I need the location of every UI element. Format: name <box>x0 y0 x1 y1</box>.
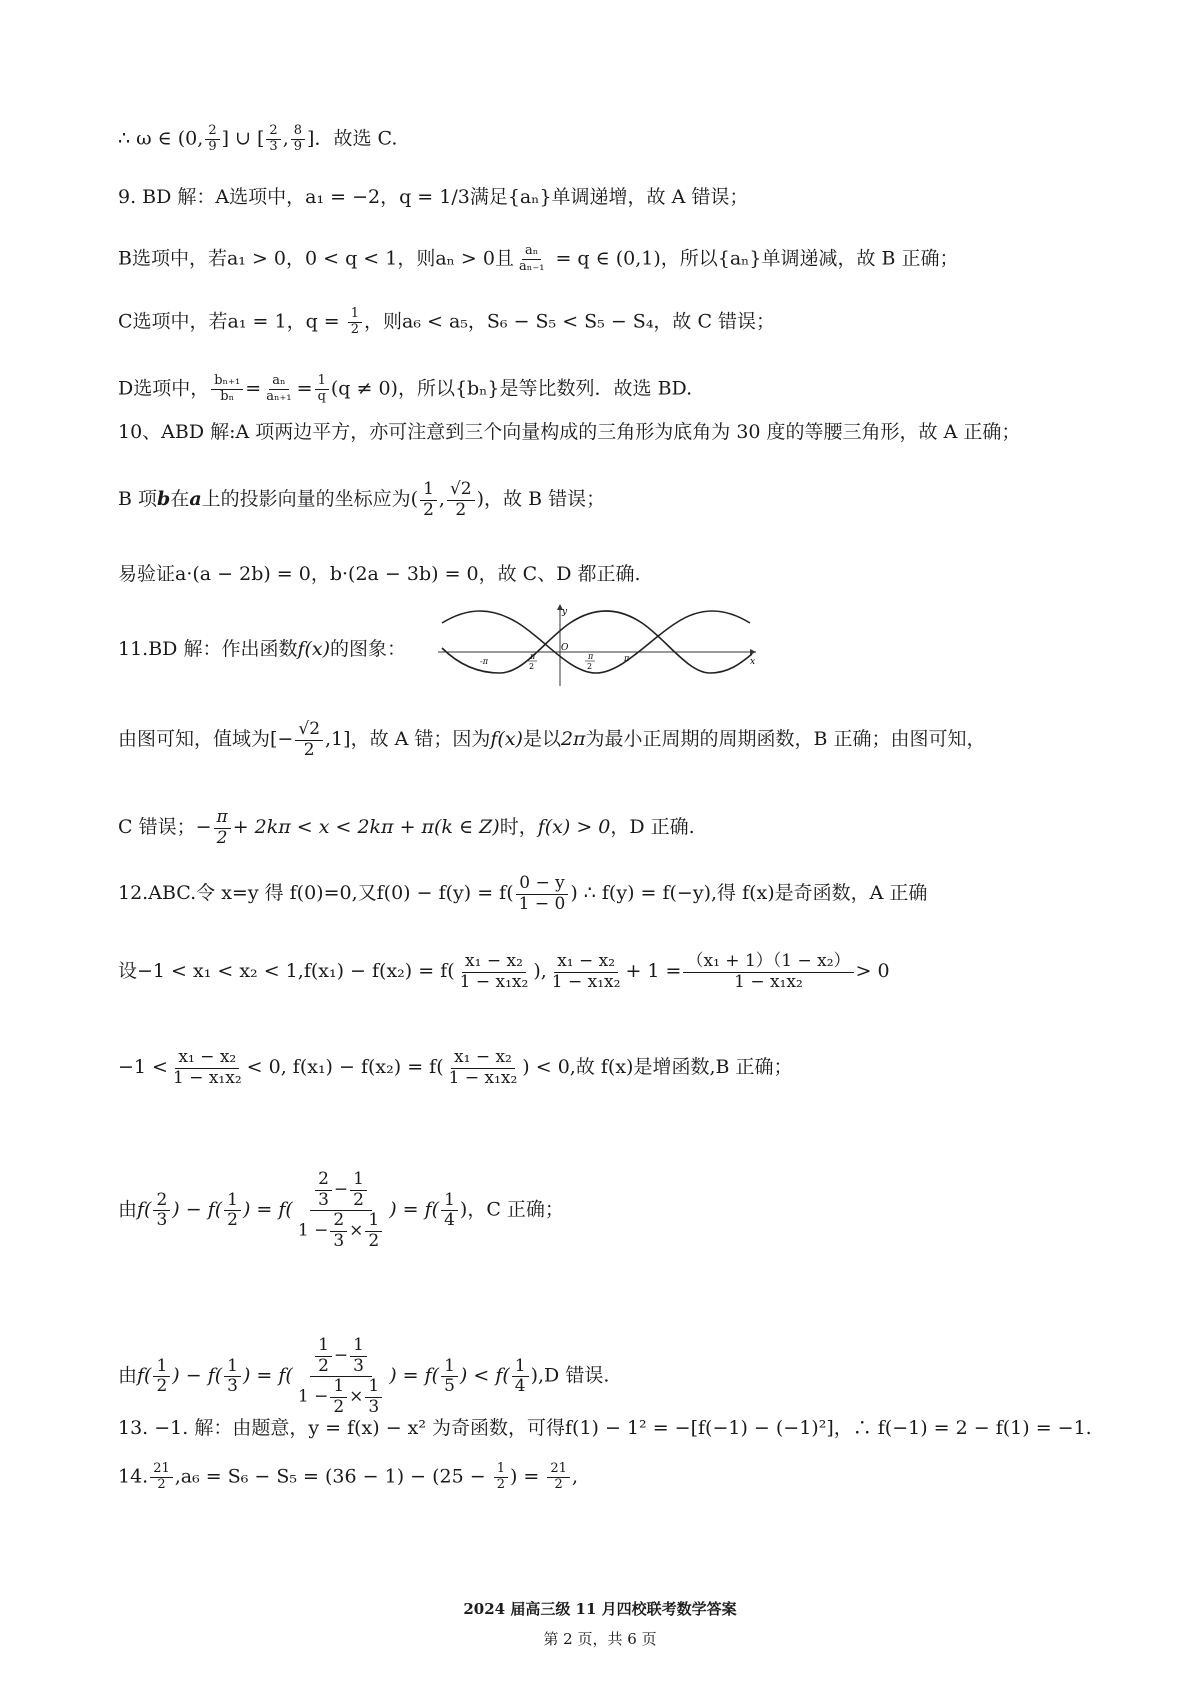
numerator: x₁ − x₂ <box>462 952 526 973</box>
line-q12-b <box>118 952 890 992</box>
line-q12-e <box>118 1336 609 1417</box>
compound-numerator <box>310 1170 372 1211</box>
denominator: 2 <box>318 1355 329 1376</box>
fraction <box>350 1170 367 1210</box>
text-segment: ，D 正确. <box>610 816 695 839</box>
denominator: 1 − x₁x₂ <box>459 971 529 992</box>
line-q12-c <box>118 1048 793 1088</box>
fraction <box>457 952 532 992</box>
numerator: 1 <box>330 1377 347 1398</box>
x-label: x <box>750 657 756 667</box>
text-segment: 得 f(x)是奇函数，A 正确 <box>717 882 928 905</box>
numerator: 8 <box>291 124 305 140</box>
numerator: 1 <box>420 480 437 501</box>
numerator: aₙ <box>269 374 288 390</box>
line-q9-c <box>118 307 775 338</box>
text-segment: 2π <box>560 728 586 751</box>
numerator: π <box>214 808 231 829</box>
text-segment: 为最小正周期的周期函数，B 正确；由图可知， <box>585 728 986 751</box>
numerator: 1 <box>365 1211 382 1232</box>
numerator: 1 <box>365 1377 382 1398</box>
text-segment: 1 − <box>297 1386 329 1407</box>
fraction <box>350 1336 367 1376</box>
text-segment: = q ∈ (0,1)，所以{aₙ}单调递减，故 B 正确； <box>549 247 959 270</box>
fraction <box>263 374 294 405</box>
numerator: 21 <box>547 1462 570 1478</box>
text-segment: 设−1 < x₁ < x₂ < 1, <box>118 960 304 983</box>
fraction <box>315 374 329 405</box>
numerator: 2 <box>205 124 219 140</box>
y-label: y <box>562 607 568 617</box>
denominator: 2 <box>350 321 360 337</box>
denominator: 2 <box>157 1476 166 1492</box>
denominator: 1 − x₁x₂ <box>448 1067 518 1088</box>
text-segment: f( <box>137 1198 152 1221</box>
fraction <box>365 1377 382 1417</box>
text-segment: ) < 0, <box>522 1056 576 1079</box>
numerator: bₙ₊₁ <box>211 374 243 390</box>
numerator: 1 <box>441 1357 458 1378</box>
numerator: √2 <box>447 480 475 501</box>
text-segment: − <box>333 1179 349 1200</box>
line-q11-c <box>118 808 695 848</box>
text-segment: ) < f( <box>459 1364 510 1387</box>
text-segment: f(x₁) − f(x₂) = f( <box>303 960 455 983</box>
text-segment: ,a₆ = S₆ − S₅ = (36 − 1) − (25 − <box>174 1465 492 1488</box>
fraction <box>224 1357 241 1397</box>
fraction <box>516 874 569 914</box>
text-segment: f(x) > 0 <box>537 816 611 839</box>
fraction <box>441 1191 458 1231</box>
text-segment: B选项中，若a₁ > 0，0 < q < 1，则aₙ > 0且 <box>118 247 514 270</box>
text-segment: 14. <box>118 1465 149 1488</box>
text-segment: [− <box>270 728 294 751</box>
text-segment: D选项中， <box>118 377 210 400</box>
denominator: 4 <box>514 1376 526 1397</box>
numerator: 1 <box>512 1357 529 1378</box>
fraction <box>214 808 231 848</box>
line-q9-b <box>118 244 959 275</box>
vector-a: a <box>189 488 202 511</box>
text-segment: ) = f( <box>242 1364 293 1387</box>
denominator: 2 <box>496 1476 505 1492</box>
numerator: 1 <box>494 1462 508 1478</box>
compound-denominator <box>295 1377 387 1417</box>
text-segment: = <box>245 377 262 400</box>
denominator: 2 <box>216 827 228 848</box>
denominator: 3 <box>368 1396 380 1417</box>
numerator: 2 <box>330 1211 347 1232</box>
text-segment: ) − f( <box>172 1198 223 1221</box>
text-segment: B 项 <box>118 488 158 511</box>
footer-title: 2024 届高三级 11 月四校联考数学答案 <box>463 1600 737 1618</box>
text-segment: 由 <box>118 1198 138 1221</box>
text-segment: ] ∪ [ <box>221 127 265 150</box>
text-segment: 11.BD 解：作出函数 <box>118 638 298 660</box>
fraction <box>291 124 305 155</box>
denominator: 2 <box>554 1476 563 1492</box>
numerator: 1 <box>315 374 329 390</box>
text-segment: , <box>571 1465 578 1488</box>
text-segment: 在 <box>170 488 190 511</box>
numerator: 1 <box>315 1336 332 1357</box>
fraction <box>295 720 323 760</box>
denominator: 3 <box>333 1230 345 1251</box>
fraction <box>153 1357 170 1397</box>
text-segment: ) ∴ f(y) = f(−y), <box>570 882 718 905</box>
text-segment: 上的投影向量的坐标应为 <box>201 488 411 511</box>
text-segment: 的图象： <box>330 638 407 660</box>
denominator: 2 <box>333 1396 345 1417</box>
denominator: 3 <box>156 1210 168 1231</box>
line-q10-c: 易验证a·(a − 2b) = 0，b·(2a − 3b) = 0，故 C、D 都正确. <box>118 563 641 585</box>
denominator: 1 − x₁x₂ <box>551 971 621 992</box>
tick-pi-half-num: π <box>588 652 594 661</box>
numerator: 1 <box>350 1170 367 1191</box>
fraction <box>205 124 219 155</box>
numerator: 2 <box>266 124 280 140</box>
compound-fraction <box>295 1336 387 1417</box>
fraction <box>150 1462 173 1493</box>
curve-b <box>442 611 752 673</box>
denominator: 1 − x₁x₂ <box>734 971 803 992</box>
text-segment: − <box>195 816 212 839</box>
vector-b: b <box>157 488 171 511</box>
fraction <box>447 480 475 520</box>
fraction <box>330 1377 347 1417</box>
text-segment: ]．故选 C. <box>307 127 398 150</box>
denominator: 5 <box>444 1376 455 1397</box>
line-q11-b <box>118 720 986 760</box>
text-segment: f(x) <box>297 638 331 660</box>
text-segment: − <box>333 1345 349 1366</box>
fraction <box>315 1336 332 1376</box>
line-q13: 13. −1. 解：由题意，y = f(x) − x² 为奇函数，可得f(1) − 1² = −[f(−1) − (−1)²]，∴ f(−1) = 2 − f(1) = −1. <box>118 1417 1092 1439</box>
text-segment: , <box>438 488 445 511</box>
text-segment: ) = f( <box>389 1364 440 1387</box>
text-segment: 时， <box>499 816 538 839</box>
text-segment: ,D 错误. <box>538 1364 610 1387</box>
denominator: aₙ₋₁ <box>518 258 545 274</box>
line-q12-d <box>118 1170 564 1251</box>
numerator: x₁ − x₂ <box>451 1048 515 1069</box>
text-segment: 故 f(x)是增函数,B 正确； <box>575 1056 793 1079</box>
line-q10: 10、ABD 解:A 项两边平方，亦可注意到三个向量构成的三角形为底角为 30 度的等腰三角形，故 A 正确； <box>118 421 1021 443</box>
line-q9-d <box>118 374 692 405</box>
fraction <box>315 1170 332 1210</box>
numerator: 0 − y <box>516 874 567 895</box>
text-segment: < 0, f(x₁) − f(x₂) = f( <box>246 1056 444 1079</box>
line-q12 <box>118 874 927 914</box>
numerator: 2 <box>153 1191 170 1212</box>
denominator: 3 <box>353 1355 364 1376</box>
numerator: 21 <box>150 1462 173 1478</box>
fraction <box>549 952 624 992</box>
numerator: x₁ − x₂ <box>554 952 618 973</box>
fraction <box>211 374 243 405</box>
denominator: bₙ <box>220 388 235 404</box>
numerator: 2 <box>315 1170 332 1191</box>
denominator: 1 − x₁x₂ <box>172 1067 242 1088</box>
numerator: √2 <box>295 720 323 741</box>
fraction <box>153 1191 170 1231</box>
fraction <box>683 952 853 992</box>
text-segment: f( <box>137 1364 152 1387</box>
compound-numerator <box>310 1336 372 1377</box>
denominator: 3 <box>269 138 278 154</box>
function-graph <box>438 602 760 688</box>
numerator: 1 <box>153 1357 170 1378</box>
numerator: 1 <box>224 1357 241 1378</box>
denominator: aₙ₊₁ <box>266 388 292 404</box>
numerator: 1 <box>350 1336 367 1357</box>
text-segment: + 2kπ < x < 2kπ + π(k ∈ Z) <box>232 816 500 839</box>
text-segment: ，则a₆ < a₅，S₆ − S₅ < S₅ − S₄，故 C 错误； <box>364 310 776 333</box>
numerator: 1 <box>348 307 362 323</box>
text-segment: f(0) − f(y) = f( <box>376 882 514 905</box>
line-q14 <box>118 1462 578 1493</box>
text-segment: > 0 <box>855 960 890 983</box>
numerator: aₙ <box>522 244 541 260</box>
text-segment: + 1 = <box>625 960 682 983</box>
denominator: 4 <box>444 1210 455 1231</box>
text-segment: ) − f( <box>172 1364 223 1387</box>
fraction <box>512 1357 529 1397</box>
text-segment: × <box>349 1220 364 1241</box>
fraction <box>494 1462 508 1493</box>
tick-neg-pi-half-den: 2 <box>529 662 535 671</box>
fraction <box>330 1211 347 1251</box>
text-segment: f(x) <box>490 728 523 751</box>
tick-neg-pi-half-num: π <box>530 652 536 661</box>
text-segment: 1 − <box>297 1220 329 1241</box>
numerator: （x₁ + 1）（1 − x₂） <box>683 952 853 973</box>
denominator: 3 <box>227 1376 238 1397</box>
numerator: x₁ − x₂ <box>175 1048 239 1069</box>
denominator: 1 − 0 <box>518 893 566 914</box>
denominator: 2 <box>423 499 434 520</box>
text-segment: = <box>296 377 313 400</box>
tick-neg-pi: -π <box>480 657 488 666</box>
text-segment: ，C 正确； <box>467 1198 564 1221</box>
numerator: 1 <box>224 1191 241 1212</box>
text-segment: ) = f( <box>242 1198 293 1221</box>
text-segment: ) = f( <box>389 1198 440 1221</box>
line-q11 <box>118 640 406 659</box>
text-segment: ) = <box>509 1465 546 1488</box>
denominator: 2 <box>156 1376 168 1397</box>
text-segment: 由 <box>118 1364 138 1387</box>
denominator: 2 <box>303 739 315 760</box>
curve-a <box>442 611 750 673</box>
numerator: 1 <box>441 1191 458 1212</box>
compound-fraction <box>295 1170 387 1251</box>
text-segment: 是以 <box>522 728 561 751</box>
denominator: 3 <box>318 1189 329 1210</box>
fraction <box>266 124 280 155</box>
fraction <box>224 1191 241 1231</box>
text-segment: , <box>282 127 289 150</box>
denominator: 2 <box>455 499 467 520</box>
footer-page-number: 第 2 页，共 6 页 <box>543 1630 657 1648</box>
text-segment: ，故 A 错；因为 <box>350 728 491 751</box>
text-segment: ( <box>410 488 419 511</box>
tick-pi: π <box>624 654 630 663</box>
denominator: 2 <box>227 1210 238 1231</box>
text-segment: × <box>349 1386 364 1407</box>
text-segment: −1 < <box>118 1056 168 1079</box>
fraction <box>170 1048 245 1088</box>
denominator: 2 <box>353 1189 364 1210</box>
text-segment: ∴ ω ∈ (0, <box>118 127 204 150</box>
denominator: q <box>317 388 326 404</box>
compound-denominator <box>295 1211 387 1251</box>
fraction <box>547 1462 570 1493</box>
text-segment: 12.ABC.令 x=y 得 f(0)=0,又 <box>118 882 377 905</box>
text-segment: ，故 B 错误； <box>484 488 606 511</box>
denominator: 9 <box>293 138 303 154</box>
fraction <box>441 1357 458 1397</box>
line-q10-b <box>118 480 605 520</box>
origin-label: O <box>561 643 569 653</box>
line-omega-range <box>118 124 397 155</box>
line-q9: 9. BD 解：A选项中，a₁ = −2，q = 1/3满足{aₙ}单调递增，故 A 错误； <box>118 186 749 208</box>
text-segment: ) <box>530 1364 539 1387</box>
denominator: 9 <box>208 138 217 154</box>
text-segment: ,1] <box>325 728 351 751</box>
text-segment: 由图可知，值域为 <box>118 728 271 751</box>
fraction <box>348 307 362 338</box>
text-segment: (q ≠ 0)，所以{bₙ}是等比数列．故选 BD. <box>330 377 693 400</box>
text-segment: ) <box>459 1198 468 1221</box>
text-segment: ), <box>533 960 547 983</box>
text-segment: C选项中，若a₁ = 1，q = <box>118 310 346 333</box>
denominator: 2 <box>368 1230 380 1251</box>
tick-pi-half-den: 2 <box>587 662 593 671</box>
fraction <box>420 480 437 520</box>
text-segment: C 错误； <box>118 816 196 839</box>
text-segment: ) <box>476 488 485 511</box>
fraction <box>365 1211 382 1251</box>
fraction <box>446 1048 521 1088</box>
fraction <box>516 244 547 275</box>
